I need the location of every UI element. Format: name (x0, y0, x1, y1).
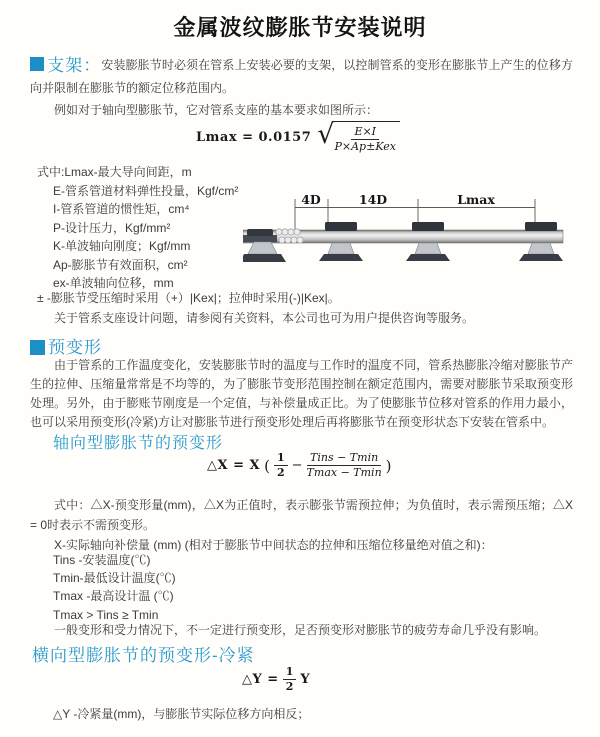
dim-label-4d: 4D (301, 193, 321, 207)
close-paren: ) (385, 456, 392, 475)
section-square-icon (30, 57, 44, 71)
temperature-definitions (53, 551, 176, 624)
dim-label-14d: 14D (358, 193, 388, 207)
preform-body-paragraph: 由于管系的工作温度变化，安装膨胀节时的温度与工作时的温度不同，管系热膨胀冷缩对膨胀节产生的拉伸、压缩量常常是不均等的，为了膨胀节变形范围控制在额定范围内，需要对膨胀节采取预变形处理。另外，由于膨账节刚度是一个定值，与补偿量成正比。为了使膨胀节位移对管系的作用力最小，也可以采用预变形(冷紧)方让对膨胀节进行预变形处理后再将膨胀节在预变形状态下安装在管系中。 (30, 358, 573, 429)
axial-subheading: 轴向型膨胀节的预变形 (53, 435, 224, 452)
lmax-formula (196, 121, 400, 153)
delta-y-definition: △Y -冷紧量(mm)，与膨胀节实际位移方向相反； (53, 707, 310, 721)
preform-section-heading (30, 333, 102, 358)
definition-line: P-设计压力，Kgf/mm² (53, 220, 171, 235)
definition-line: ex-单波轴向位移，mm (53, 276, 174, 290)
support-paragraph (30, 54, 573, 100)
half-fraction (274, 452, 288, 479)
support-intro-text: 安装膨胀节时必须在管系上安装必要的支架，以控制管系的变形在膨胀节上产生的位移方向并限制在膨胀节的额定位移范围内。 (30, 58, 573, 95)
half-numerator: 1 (283, 666, 297, 680)
lmax-formula-denominator: P×Ap±Kex (334, 140, 396, 153)
section-square-icon (30, 340, 45, 355)
lmax-formula-lhs: Lmax = 0.0157 (196, 129, 312, 145)
half-numerator: 1 (274, 452, 288, 466)
x-definition: X-实际轴向补偿量 (mm) (相对于膨胀节中间状态的拉伸和压缩位移量绝对值之和)： (54, 538, 493, 552)
sqrt-radical (317, 121, 400, 153)
definition-line: Ap-膨胀节有效面积，cm² (53, 257, 188, 272)
delta-y-formula (242, 666, 310, 693)
definition-line: E-管系管道材料弹性投量，Kgf/cm² (53, 183, 239, 198)
lateral-subheading: 横向型膨胀节的预变形-冷紧 (32, 646, 255, 665)
pipe-support-diagram (243, 193, 595, 293)
delta-x-lhs: △X = X (207, 458, 261, 473)
definition-line: K-单波轴向刚度；Kgf/mm (53, 239, 191, 253)
definition-line: I-管系管道的惯性矩，cm⁴ (53, 202, 190, 216)
lmax-formula-numerator: E×I (351, 126, 379, 140)
half-denominator: 2 (276, 466, 285, 479)
kex-sign-note: ± -膨胀节受压缩时采用（+）|Kex|；拉伸时采用(-)|Kex|。 (37, 291, 340, 305)
minus-sign: − (291, 458, 303, 473)
half-fraction (283, 666, 297, 693)
temp-fraction (307, 452, 382, 479)
delta-y-rhs: Y (300, 672, 311, 687)
half-denominator: 2 (285, 680, 294, 693)
dim-label-lmax: Lmax (457, 193, 495, 207)
temp-numerator: Tins − Tmin (307, 452, 381, 466)
preform-heading-text: 预变形 (48, 338, 102, 357)
support-section-heading: 支架： (47, 56, 102, 75)
support-example-text: 例如对于轴向型膨胀节，它对管系支座的基本要求如图所示： (54, 103, 379, 117)
definition-line: 式中:Lmax-最大导向间距，m (37, 165, 192, 179)
service-note: 关于管系支座设计问题，请参阅有关资料，本公司也可为用户提供咨询等服务。 (54, 311, 475, 325)
temp-line: Tmin-最低设计温度(℃) (53, 571, 176, 586)
delta-x-definition: 式中：△X-预变形量(mm)，△X为正值时，表示膨张节需预拉伸；为负值时，表示需预压缩；△X = 0时表示不需预变形。 (30, 498, 573, 532)
open-paren: ( (264, 456, 270, 475)
temp-denominator: Tmax − Tmin (306, 466, 382, 479)
temp-line: Tmax > Tins ≥ Tmin (53, 607, 159, 622)
page-title: 金属波纹膨胀节安装说明 (173, 15, 427, 40)
delta-x-formula (207, 452, 392, 479)
temp-line: Tmax -最高设计温 (℃) (53, 589, 174, 604)
delta-y-lhs: △Y = (242, 672, 279, 687)
radical-sign: √ (317, 119, 335, 150)
preform-general-note: 一般变形和受力情况下，不一定进行预变形，足否预变形对膨胀节的疲劳寿命几乎没有影响。 (54, 623, 547, 637)
temp-line: Tins -安装温度(℃) (53, 553, 151, 567)
